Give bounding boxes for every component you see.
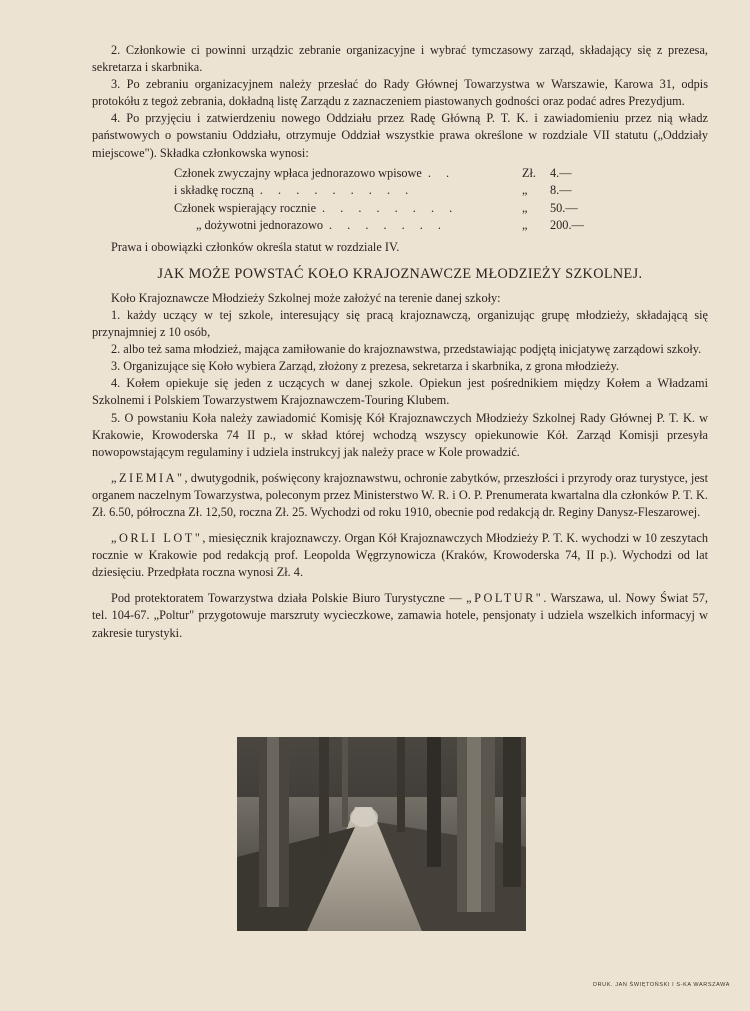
fee-leader: . . . . . . . . . xyxy=(259,183,415,198)
fee-label: i składkę roczną xyxy=(174,183,254,198)
poltur-paragraph xyxy=(92,590,708,641)
club-point-5: 5. O powstaniu Koła należy zawiadomić Komisję Kół Krajoznawczych Młodzieży Szkolnej Rady Głównej P. T. K. w Krakowie, Krowoderska 74 II p., w skład której wchodzą wszyscy opiekunowie Kół. Zarząd Komisji przesyła nowopowstającym regulaminy i udziela instrukcyj jak należy prace w Kole prowadzić. xyxy=(92,410,708,459)
fee-row xyxy=(174,200,594,218)
fee-currency: Zł. xyxy=(522,165,537,180)
forest-path-photo xyxy=(237,737,526,931)
orli-lot-title: „ORLI LOT" xyxy=(111,531,203,546)
ziemia-text: , dwutygodnik, poświęcony krajoznawstwu, ochronie zabytków, przeszłości i przyrody oraz turystyce, jest organem naczelnym Towarzystwa, poleconym przez Ministerstwo W. R. i O. P. Prenumerata kwartalna dla członków P. T. K. Zł. 6.50, półroczna Zł. 12,50, roczna Zł. 25. Wychodzi od roku 1910, obecnie pod redakcją dr. Reginy Danysz-Fleszarowej. xyxy=(92,470,708,519)
fee-leader: . . xyxy=(427,165,456,180)
fee-row xyxy=(174,165,594,183)
fee-value: 50.— xyxy=(550,200,578,215)
club-point-4: 4. Kołem opiekuje się jeden z uczących w danej szkole. Opiekun jest pośrednikiem między Kołem a Władzami Szkolnemi i Polskiem Towarzystwem Krajoznawczem-Touring Klubem. xyxy=(92,376,708,408)
fee-row xyxy=(174,217,594,235)
fee-leader: . . . . . . . . xyxy=(322,200,459,215)
fee-value: 200.— xyxy=(550,218,584,233)
paragraph-3: 3. Po zebraniu organizacyjnem należy przesłać do Rady Głównej Towarzystwa w Warszawie, Karowa 31, odpis protokółu z tegoż zebrania, dokładną listę Zarządu z zaznaczeniem piastowanych godności oraz podać adres Prezydjum. xyxy=(92,77,708,109)
orli-lot-text: , miesięcznik krajoznawczy. Organ Kół Krajoznawczych Młodzieży P. T. K. wychodzi w 10 zeszytach rocznie w Krakowie pod redakcją prof. Leopolda Węgrzynowicza (Kraków, Krowoderska 74, II p.). Wychodzi od lat dziesięciu. Przedpłata roczna wynosi Zł. 4. xyxy=(92,531,708,580)
fee-label: Członek zwyczajny wpłaca jednorazowo wpisowe xyxy=(174,165,422,180)
orli-lot-paragraph xyxy=(92,530,708,581)
ziemia-title: „ZIEMIA" xyxy=(111,470,185,485)
fee-currency: „ xyxy=(522,183,528,198)
poltur-text-after: . Warszawa, ul. Nowy Świat 57, tel. 104-67. „Poltur" przygotowuje marszruty wycieczkowe, zamawia hotele, pensjonaty i udziela wszelkich informacyj w zakresie turystyki. xyxy=(92,591,708,640)
club-intro: Koło Krajoznawcze Młodzieży Szkolnej może założyć na terenie danej szkoły: xyxy=(111,290,501,305)
club-point-3: 3. Organizujące się Koło wybiera Zarząd, złożony z prezesa, sekretarza i skarbnika, z grona młodzieży. xyxy=(111,359,620,374)
fee-currency: „ xyxy=(522,200,528,215)
club-point-2: 2. albo też sama młodzież, mająca zamiłowanie do krajoznawstwa, przedstawiając podjętą inicjatywę zarządowi szkoły. xyxy=(111,342,702,357)
paragraph-4: 4. Po przyjęciu i zatwierdzeniu nowego Oddziału przez Radę Główną P. T. K. i zawiadomieniu przez nią władz państwowych o powstaniu Oddziału, otrzymuje Oddział wszystkie prawa określone w rozdziale VII statutu („Oddziały miejscowe"). Składka członkowska wynosi: xyxy=(92,111,708,160)
fee-leader: . . . . . . . xyxy=(329,218,447,233)
paragraph-2: 2. Członkowie ci powinni urządzic zebranie organizacyjne i wybrać tymczasowy zarząd, składający się z prezesa, sekretarza i skarbnika. xyxy=(92,43,708,75)
fee-value: 4.— xyxy=(550,165,572,180)
fee-table xyxy=(174,165,594,235)
document-body xyxy=(92,42,708,642)
section-heading: JAK MOŻE POWSTAĆ KOŁO KRAJOZNAWCZE MŁODZIEŻY SZKOLNEJ. xyxy=(157,265,643,282)
fee-label: Członek wspierający rocznie xyxy=(174,200,317,215)
fee-label: „ dożywotni jednorazowo xyxy=(196,218,324,233)
printer-credit: DRUK. JAN ŚWIĘTOŃSKI I S-KA WARSZAWA xyxy=(593,982,731,988)
statute-note: Prawa i obowiązki członków określa statut w rozdziale IV. xyxy=(111,239,400,254)
fee-value: 8.— xyxy=(550,183,572,198)
poltur-text-before: Pod protektoratem Towarzystwa działa Polskie Biuro Turystyczne — xyxy=(111,591,467,606)
fee-row xyxy=(174,182,594,200)
club-point-1: 1. każdy uczący w tej szkole, interesujący się pracą krajoznawczą, organizując grupę młodzieży, składającą się przynajmniej z 10 osób, xyxy=(92,307,708,340)
fee-currency: „ xyxy=(522,218,528,233)
ziemia-paragraph xyxy=(92,470,708,521)
poltur-title: „POLTUR" xyxy=(466,591,544,606)
